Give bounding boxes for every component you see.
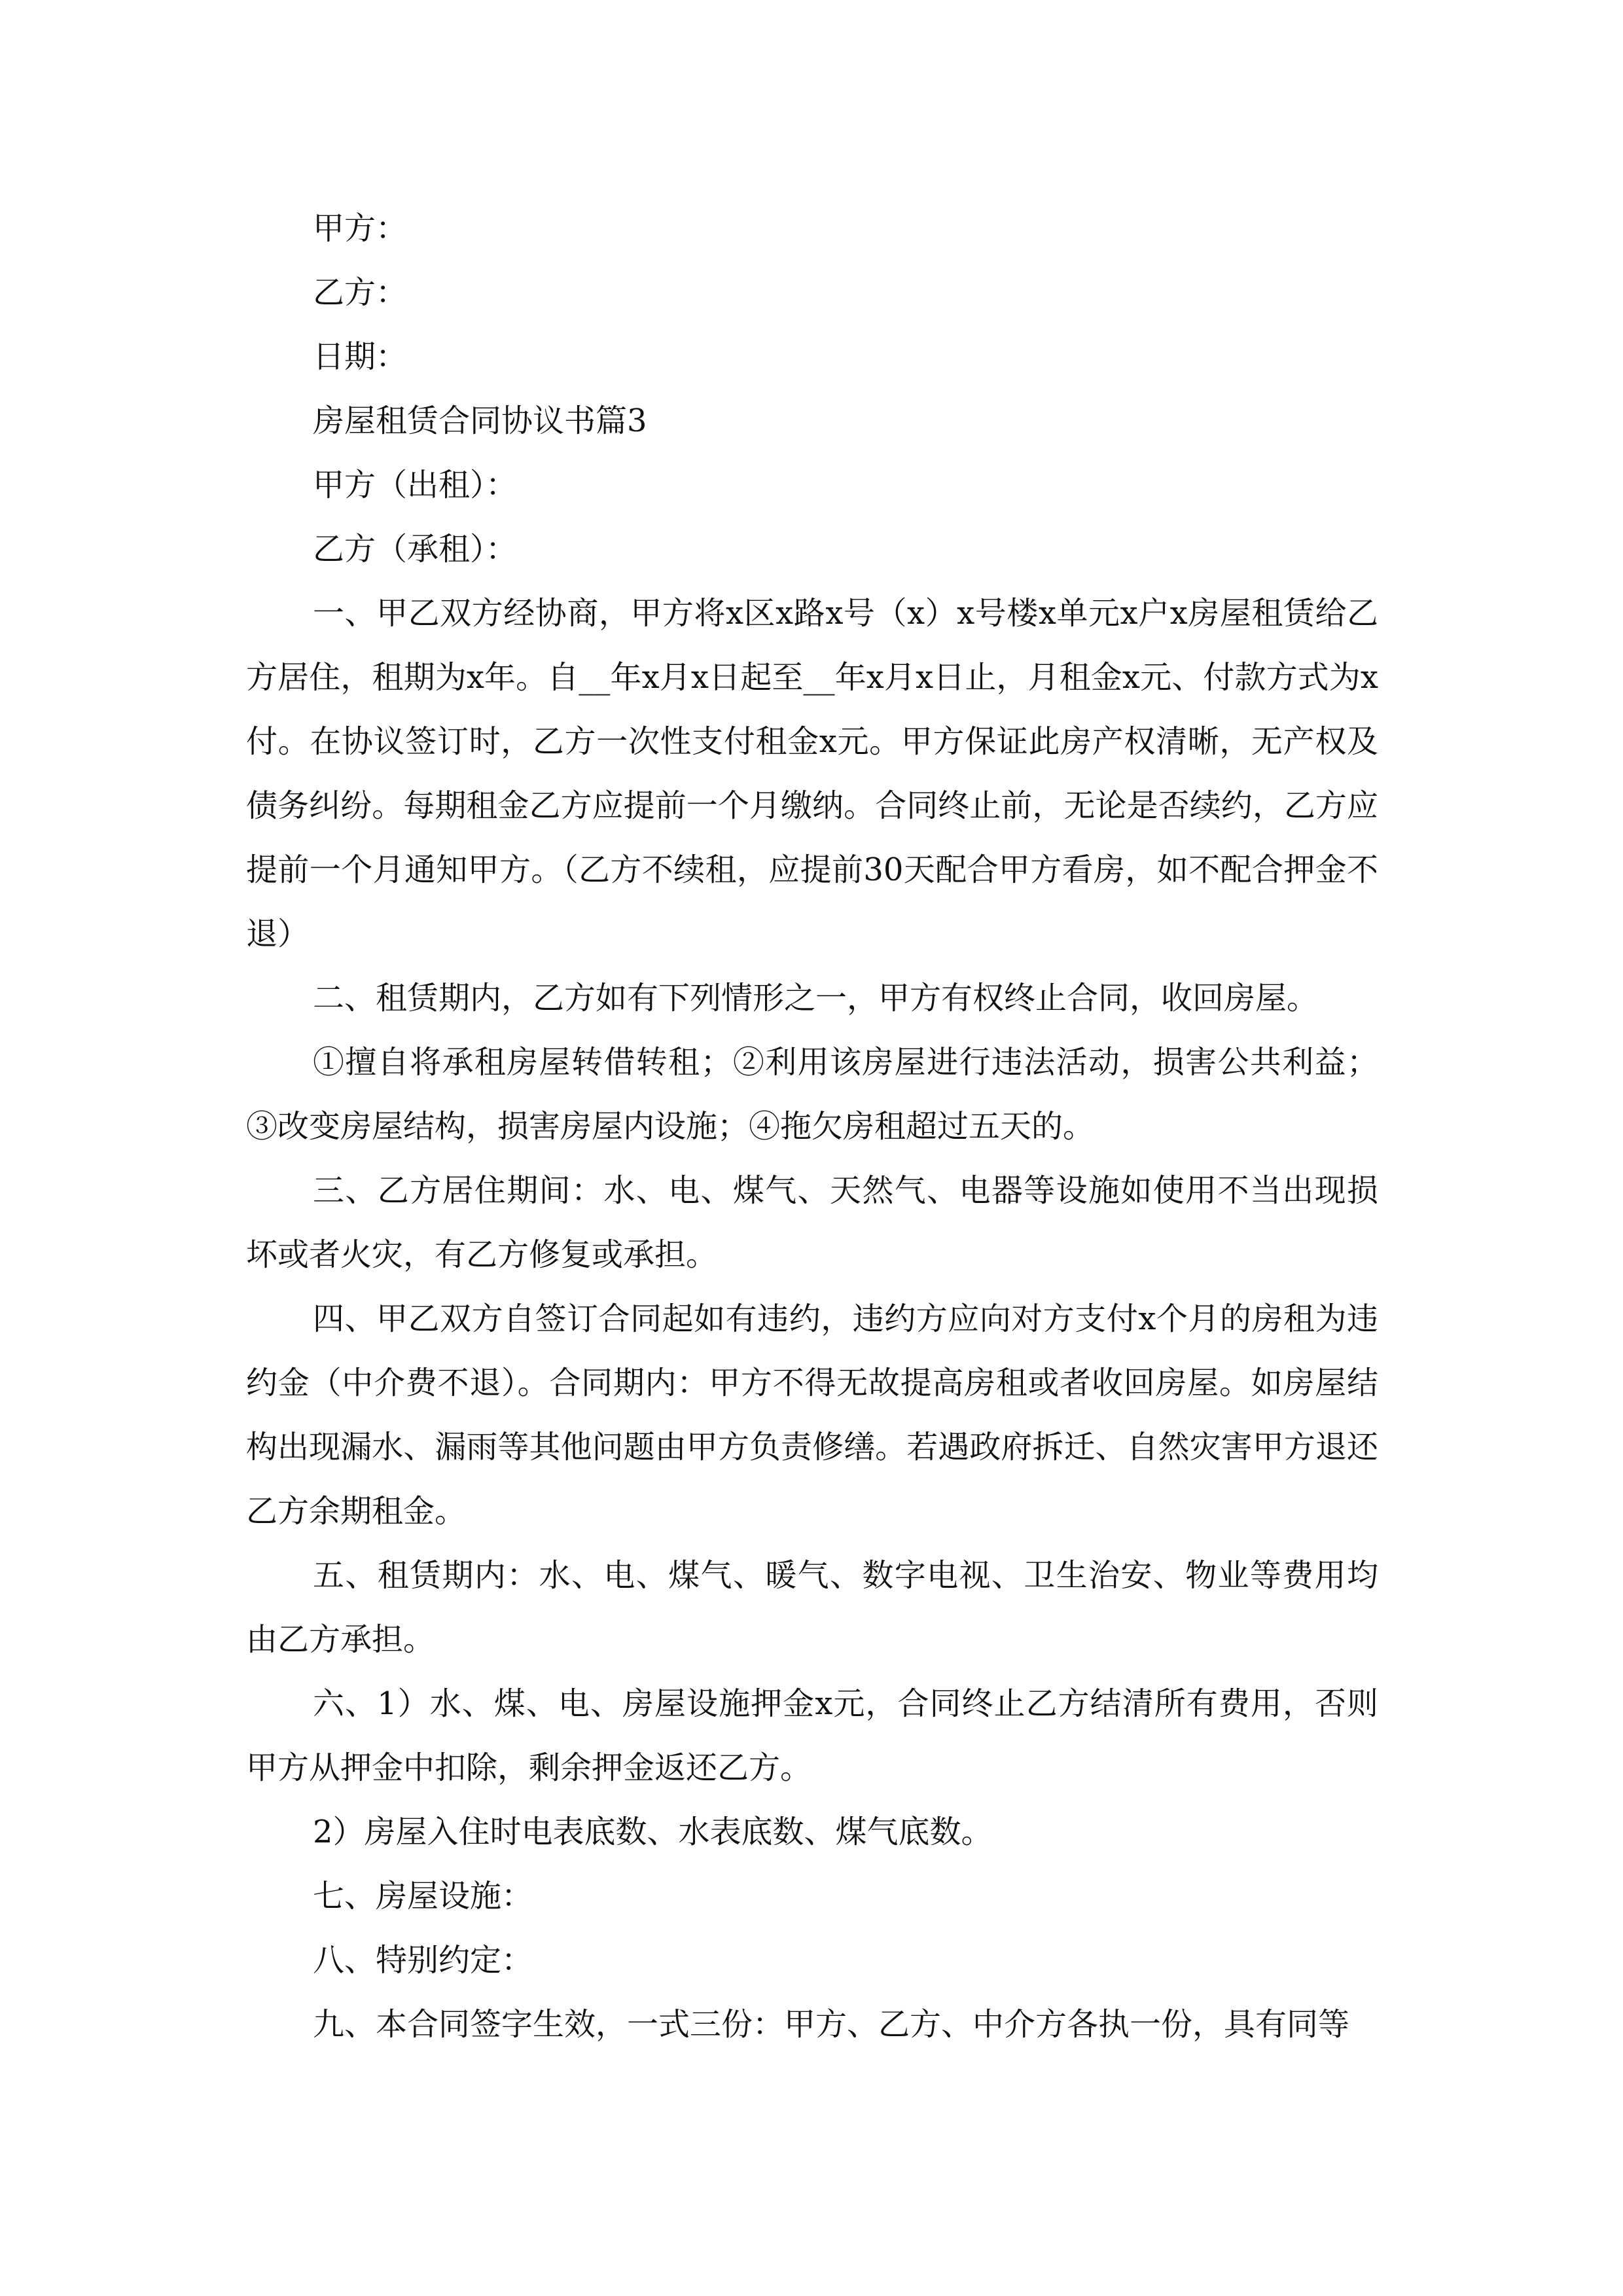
clause-2-items: ①擅自将承租房屋转借转租；②利用该房屋进行违法活动，损害公共利益；③改变房屋结构，损害房屋内设施；④拖欠房租超过五天的。 xyxy=(246,1044,1378,1145)
signature-party-b: 乙方： xyxy=(313,274,408,311)
clause-8: 八、特别约定： xyxy=(313,1942,533,1979)
clause-6-1: 六、1）水、煤、电、房屋设施押金x元，合同终止乙方结清所有费用，否则甲方从押金中扣除，剩余押金返还乙方。 xyxy=(246,1685,1378,1786)
clause-3: 三、乙方居住期间：水、电、煤气、天然气、电器等设施如使用不当出现损坏或者火灾，有乙方修复或承担。 xyxy=(246,1172,1378,1273)
party-lessor: 甲方（出租）： xyxy=(313,467,518,503)
clause-7: 七、房屋设施： xyxy=(313,1878,533,1914)
clause-4: 四、甲乙双方自签订合同起如有违约，违约方应向对方支付x个月的房租为违约金（中介费不退）。合同期内：甲方不得无故提高房租或者收回房屋。如房屋结构出现漏水、漏雨等其他问题由甲方负责修缮。若遇政府拆迁、自然灾害甲方退还乙方余期租金。 xyxy=(246,1300,1378,1530)
clause-5: 五、租赁期内：水、电、煤气、暖气、数字电视、卫生治安、物业等费用均由乙方承担。 xyxy=(246,1557,1378,1658)
signature-date: 日期： xyxy=(313,338,408,375)
clause-1: 一、甲乙双方经协商，甲方将x区x路x号（x）x号楼x单元x户x房屋租赁给乙方居住，租期为x年。自__年x月x日起至__年x月x日止，月租金x元、付款方式为x付。在协议签订时，乙方一次性支付租金x元。甲方保证此房产权清晰，无产权及债务纠纷。每期租金乙方应提前一个月缴纳。合同终止前，无论是否续约，乙方应提前一个月通知甲方。（乙方不续租，应提前30天配合甲方看房，如不配合押金不退） xyxy=(246,595,1378,952)
signature-party-a: 甲方： xyxy=(313,210,408,247)
clause-6-2: 2）房屋入住时电表底数、水表底数、煤气底数。 xyxy=(313,1814,993,1850)
document-body xyxy=(246,196,1378,2056)
contract-heading: 房屋租赁合同协议书篇3 xyxy=(313,403,647,439)
clause-9: 九、本合同签字生效，一式三份：甲方、乙方、中介方各执一份，具有同等 xyxy=(313,2006,1350,2043)
clause-2: 二、租赁期内，乙方如有下列情形之一，甲方有权终止合同，收回房屋。 xyxy=(313,980,1319,1016)
party-lessee: 乙方（承租）： xyxy=(313,531,518,567)
